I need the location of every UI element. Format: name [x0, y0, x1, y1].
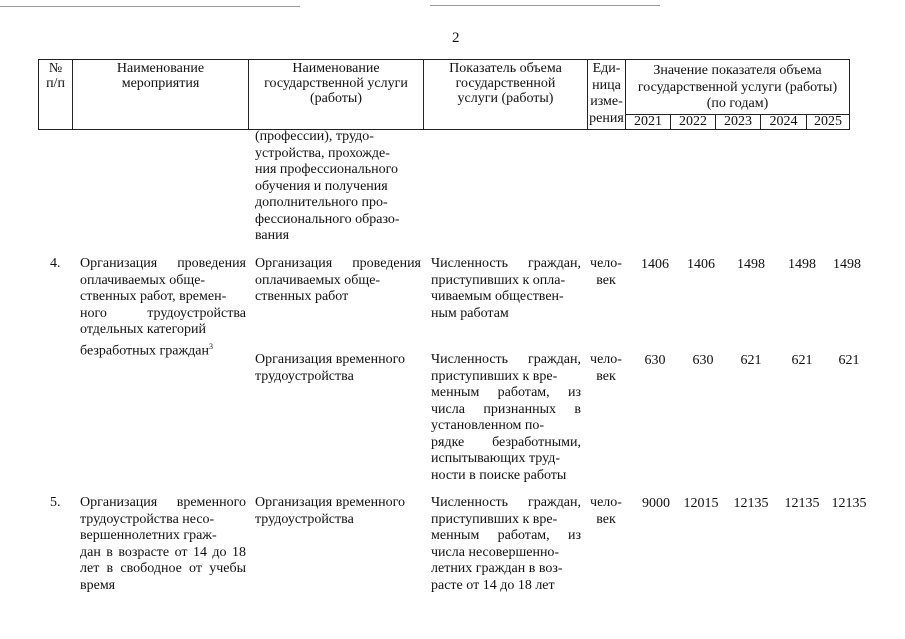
- row-value-2025: 621: [838, 353, 860, 368]
- row-service-text: Организация проведения оплачиваемых обще- ственных работ: [255, 256, 421, 304]
- header-year: 2025: [807, 114, 850, 129]
- row-value-2021: 9000: [642, 496, 670, 511]
- row-indicator-text: Численность граждан, приступивших к вре- менным работам, из числа несовершенно- летних граждан в воз- расте от 14 до 18 лет: [431, 495, 581, 593]
- row-value-2024: 12135: [784, 496, 820, 511]
- row-event-text: Организация проведения оплачиваемых обще- ственных работ, времен- ного трудоустройства отдельных категорий безработных граждан$^3$: [80, 256, 246, 359]
- row-event-text: Организация временного трудоустройства несо- вершеннолетних граж- дан в возрасте от 14 до 18 лет в свободное от учебы время: [80, 495, 246, 593]
- row-value-2024: 621: [791, 353, 813, 368]
- row-unit-text: чело- век: [590, 495, 622, 527]
- scan-edge-line: [0, 6, 300, 7]
- header-year: 2023: [716, 114, 761, 129]
- row-value-2022: 630: [692, 353, 714, 368]
- header-year: 2024: [761, 114, 807, 129]
- row-service-text: Организация временного трудоустройства: [255, 495, 405, 527]
- header-year: 2022: [671, 114, 716, 129]
- footnote-marker: 3: [208, 341, 213, 351]
- header-col-values: Значение показателя объема государственной услуги (работы) (по годам): [626, 60, 850, 115]
- row-number: 4.: [50, 256, 61, 271]
- row-value-2022: 1406: [687, 257, 715, 272]
- header-col-number: № п/п: [39, 60, 73, 130]
- row-value-2025: 1498: [833, 257, 861, 272]
- row-service-text: Организация временного трудоустройства: [255, 352, 405, 384]
- row-number: 5.: [50, 495, 61, 510]
- continuation-service-text: (профессии), трудо- устройства, прохожде- ния профессионального обучения и получения дополнительного про- фессионального образо- вания: [255, 129, 400, 243]
- row-value-2024: 1498: [788, 257, 816, 272]
- page-number: 2: [452, 30, 460, 46]
- row-value-2023: 12135: [733, 496, 769, 511]
- row-value-2022: 12015: [683, 496, 719, 511]
- row-unit-text: чело- век: [590, 256, 622, 288]
- row-unit-text: чело- век: [590, 352, 622, 384]
- header-col-service: Наименование государственной услуги (работы): [249, 60, 424, 130]
- row-value-2023: 621: [740, 353, 762, 368]
- row-value-2021: 1406: [641, 257, 669, 272]
- header-col-indicator: Показатель объема государственной услуги (работы): [424, 60, 588, 130]
- row-indicator-text: Численность граждан, приступивших к вре- менным работам, из числа признанных в установленном по- рядке безработными, испытывающих труд- ности в поиске работы: [431, 352, 581, 483]
- scan-edge-line: [430, 5, 660, 6]
- row-value-2021: 630: [644, 353, 666, 368]
- row-value-2023: 1498: [737, 257, 765, 272]
- table-header: [38, 59, 850, 130]
- header-col-unit: Еди- ница изме- рения: [588, 60, 626, 130]
- row-value-2025: 12135: [831, 496, 867, 511]
- header-year: 2021: [626, 114, 671, 129]
- row-indicator-text: Численность граждан, приступивших к опла- чиваемым обществен- ным работам: [431, 256, 581, 321]
- header-col-event: Наименование мероприятия: [73, 60, 249, 130]
